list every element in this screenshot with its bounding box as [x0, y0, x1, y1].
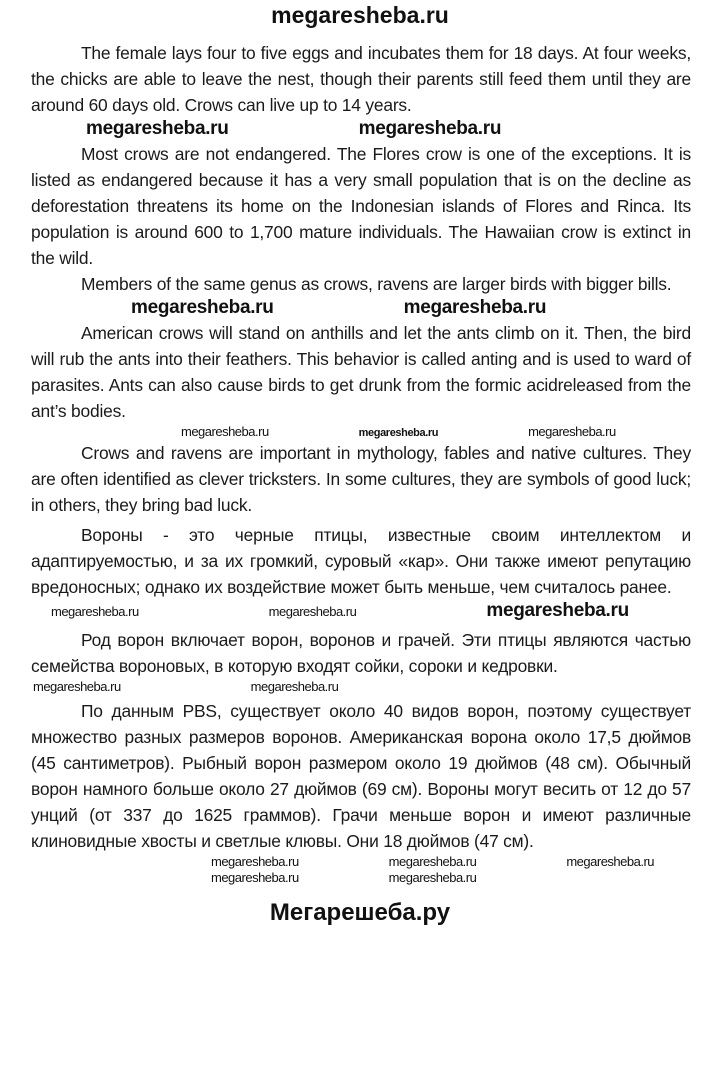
- paragraph-ru-intelligence: Вороны - это черные птицы, известные своим интеллектом и адаптируемостью, и за их громкий, суровый «кар». Они также имеют репутацию вредоносных; однако их воздействие может быть меньше, чем считалось ранее.: [31, 524, 691, 597]
- watermark: megaresheba.ru: [211, 854, 299, 870]
- watermark: megaresheba.ru: [403, 296, 547, 318]
- watermark: megaresheba.ru: [388, 854, 477, 870]
- watermark: megaresheba.ru: [528, 423, 616, 439]
- watermark-row: [31, 424, 691, 440]
- watermark: megaresheba.ru: [33, 678, 121, 694]
- watermark: megaresheba.ru: [131, 296, 274, 318]
- watermark: megaresheba.ru: [486, 599, 629, 621]
- paragraph-anting: American crows will stand on anthills and let the ants climb on it. Then, the bird will rub the ants into their feathers. This behavior is called anting and is used to ward of parasites. Ants can also cause birds to get drunk from the formic acidreleased from the ant’s bodies.: [31, 322, 691, 421]
- paragraph-ru-sizes: По данным PBS, существует около 40 видов ворон, поэтому существует множество разных размеров воронов. Американская ворона около 17,5 дюймов (45 сантиметров). Рыбный ворон размером около 19 дюймов (48 см). Обычный ворон намного больше около 27 дюймов (69 см). Вороны могут весить от 12 до 57 унций (от 337 до 1625 граммов). Грачи меньше ворон и имеют различные клиновидные хвосты и светлые клювы. Они 18 дюймов (47 см).: [31, 701, 691, 852]
- watermark: megaresheba.ru: [268, 603, 357, 619]
- site-header: megaresheba.ru: [271, 2, 449, 28]
- watermark: megaresheba.ru: [358, 426, 439, 439]
- watermark-row: [31, 600, 691, 623]
- paragraph-eggs: The female lays four to five eggs and incubates them for 18 days. At four weeks, the chicks are able to leave the nest, though their parents still feed them until they are around 60 days old. Crows can live up to 14 years.: [31, 43, 691, 115]
- watermark: megaresheba.ru: [86, 118, 229, 139]
- watermark: megaresheba.ru: [211, 869, 299, 885]
- watermark-row: [31, 679, 691, 695]
- paragraph-ravens: Members of the same genus as crows, ravens are larger birds with bigger bills.: [81, 273, 672, 294]
- watermark-row: [31, 854, 691, 885]
- paragraph-mythology: Crows and ravens are important in mythology, fables and native cultures. They are often identified as clever tricksters. In some cultures, they are symbols of good luck; in others, they bring bad luck.: [31, 442, 691, 515]
- paragraph-ru-genus: Род ворон включает ворон, воронов и грачей. Эти птицы являются частью семейства вороновых, в которую входят сойки, сороки и кедровки.: [31, 629, 691, 676]
- watermark-row: [31, 297, 691, 320]
- watermark: megaresheba.ru: [250, 678, 339, 694]
- site-footer: Мегарешеба.ру: [269, 899, 451, 927]
- watermark: megaresheba.ru: [388, 869, 477, 885]
- watermark: megaresheba.ru: [181, 423, 269, 439]
- watermark: megaresheba.ru: [566, 854, 655, 870]
- watermark: megaresheba.ru: [51, 603, 139, 619]
- watermark: megaresheba.ru: [358, 118, 502, 139]
- document-body: [31, 40, 691, 885]
- paragraph-endangered: Most crows are not endangered. The Flores crow is one of the exceptions. It is listed as endangered because it has a very small population that is on the decline as deforestation threatens its home on the Indonesian islands of Flores and Rinca. Its population is around 600 to 1,700 mature individuals. The Hawaiian crow is extinct in the wild.: [31, 143, 691, 268]
- watermark-row: [31, 118, 691, 141]
